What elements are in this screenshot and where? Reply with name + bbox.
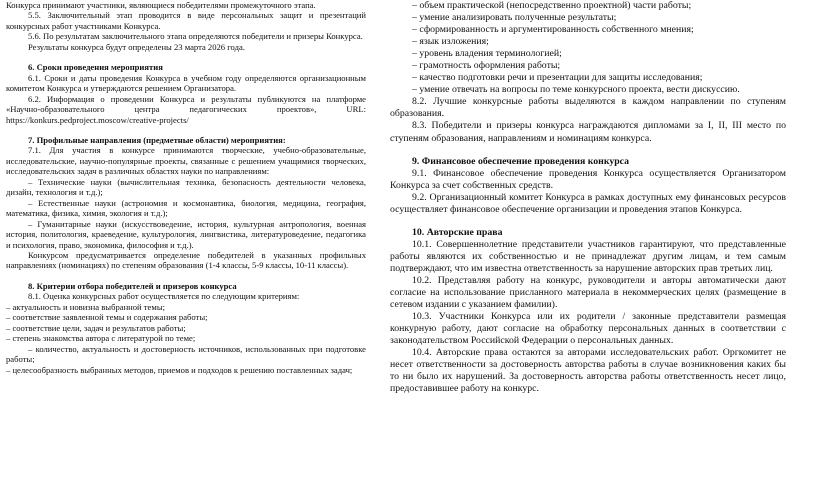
section-heading-9: 9. Финансовое обеспечение проведения конкурса xyxy=(412,155,630,167)
paragraph: 8.3. Победители и призеры конкурса награждаются дипломами за I, II, III место по ступеням образования, направлениям и номинациям конкурса. xyxy=(390,120,786,144)
list-item: – язык изложения; xyxy=(412,36,489,48)
list-item: – объем практической (непосредственно проектной) части работы; xyxy=(412,0,692,11)
list-item: – Технические науки (вычислительная техника, безопасность деятельности человека, дизайн, технология и т.д.); xyxy=(6,176,366,198)
paragraph: 6.2. Информация о проведении Конкурса и результаты публикуются на платформе «Научно-образовательного центра педагогических проектов», URL: https://konkurs.pedproject.moscow/creative-projects/ xyxy=(6,93,366,125)
right-column xyxy=(390,0,786,395)
list-item: – грамотность оформления работы; xyxy=(412,60,561,72)
list-item: – умение анализировать полученные результаты; xyxy=(412,12,617,24)
paragraph: 6.1. Сроки и даты проведения Конкурса в учебном году определяются организационным комитетом Конкурса и утверждаются решением Организатора. xyxy=(6,72,366,94)
list-item: – актуальность и новизна выбранной темы; xyxy=(6,301,165,312)
left-column xyxy=(6,0,366,375)
paragraph: 9.1. Финансовое обеспечение проведения Конкурса осуществляется Организатором Конкурса за счет собственных средств. xyxy=(390,167,786,191)
paragraph: 8.2. Лучшие конкурсные работы выделяются в каждом направлении по ступеням образования. xyxy=(390,96,786,120)
section-heading-6: 6. Сроки проведения мероприятия xyxy=(28,62,163,73)
list-item: – соответствие заявленной темы и содержания работы; xyxy=(6,312,208,323)
list-item: – Гуманитарные науки (искусствоведение, история, культурная антропология, военная история, политология, краеведение, культурология, лингвистика, литературоведение, педагогика и психология, право, экономика, философия и т.д.). xyxy=(6,218,366,250)
list-item: – сформированность и аргументированность собственного мнения; xyxy=(412,24,694,36)
paragraph: Конкурсом предусматривается определение победителей в указанных профильных направлениях (номинациях) по степеням образования (1-4 классы, 5-9 классы, 10-11 классы). xyxy=(6,249,366,271)
paragraph: Результаты конкурса будут определены 23 марта 2026 года. xyxy=(28,41,245,52)
paragraph: 10.2. Представляя работу на конкурс, руководители и авторы автоматически дают согласие на использование присланного материала в некоммерческих целях (размещение в сетевом издании с указанием фамилии). xyxy=(390,274,786,311)
list-item: – степень знакомства автора с литературой по теме; xyxy=(6,333,196,344)
section-heading-7: 7. Профильные направления (предметные области) мероприятия: xyxy=(28,134,286,145)
list-item: – качество подготовки речи и презентации для защиты исследования; xyxy=(412,72,703,84)
list-item: – уровень владения терминологией; xyxy=(412,48,562,60)
list-item: – умение отвечать на вопросы по теме конкурсного проекта, вести дискуссию. xyxy=(412,84,740,96)
section-heading-10: 10. Авторские права xyxy=(412,226,503,238)
paragraph: 5.6. По результатам заключительного этапа определяются победители и призеры Конкурса. xyxy=(28,31,363,42)
paragraph: 10.3. Участники Конкурса или их родители / законные представители размещая конкурную работу, дают согласие на обработку персональных данных в соответствии с законодательством Российской Федерации о персональных данных. xyxy=(390,311,786,347)
list-item: – соответствие цели, задач и результатов работы; xyxy=(6,322,186,333)
paragraph: Конкурса принимают участники, являющиеся победителями промежуточного этапа. xyxy=(6,0,316,10)
section-heading-8: 8. Критерии отбора победителей и призеров конкурса xyxy=(28,280,237,291)
paragraph: 8.1. Оценка конкурсных работ осуществляется по следующим критериям: xyxy=(28,291,300,302)
list-item: – количество, актуальность и достоверность источников, использованных при подготовке работы; xyxy=(6,343,366,365)
list-item: – целесообразность выбранных методов, приемов и подходов к решению поставленных задач; xyxy=(6,364,353,375)
paragraph: 5.5. Заключительный этап проводится в виде персональных защит и презентаций конкурсных работ участниками Конкурса. xyxy=(6,10,366,31)
paragraph: 7.1. Для участия в конкурсе принимаются творческие, учебно-образовательные, исследовательские, научно-популярные проекты, связанные с решением учащимися творческих, исследовательских задач в различных областях науки по направлениям: xyxy=(6,145,366,177)
paragraph: 10.4. Авторские права остаются за авторами исследовательских работ. Оргкомитет не несет ответственности за достоверность авторства работы в случае возникновения каких бы то ни было их нарушений. За достоверность авторства работы ответственность несет лицо, предоставившее работу на конкурс. xyxy=(390,347,786,395)
list-item: – Естественные науки (астрономия и космонавтика, биология, медицина, география, математика, физика, химия, экология и т.д.); xyxy=(6,197,366,219)
paragraph: 9.2. Организационный комитет Конкурса в рамках доступных ему финансовых ресурсов осуществляет финансовое обеспечение организации и проведения этапов Конкурса. xyxy=(390,191,786,215)
paragraph: 10.1. Совершеннолетние представители участников гарантируют, что представленные работы являются их собственностью и не принадлежат другим лицам, и тем самым подтверждают, что им известна ответственность за нарушение авторских прав третьих лиц. xyxy=(390,238,786,274)
